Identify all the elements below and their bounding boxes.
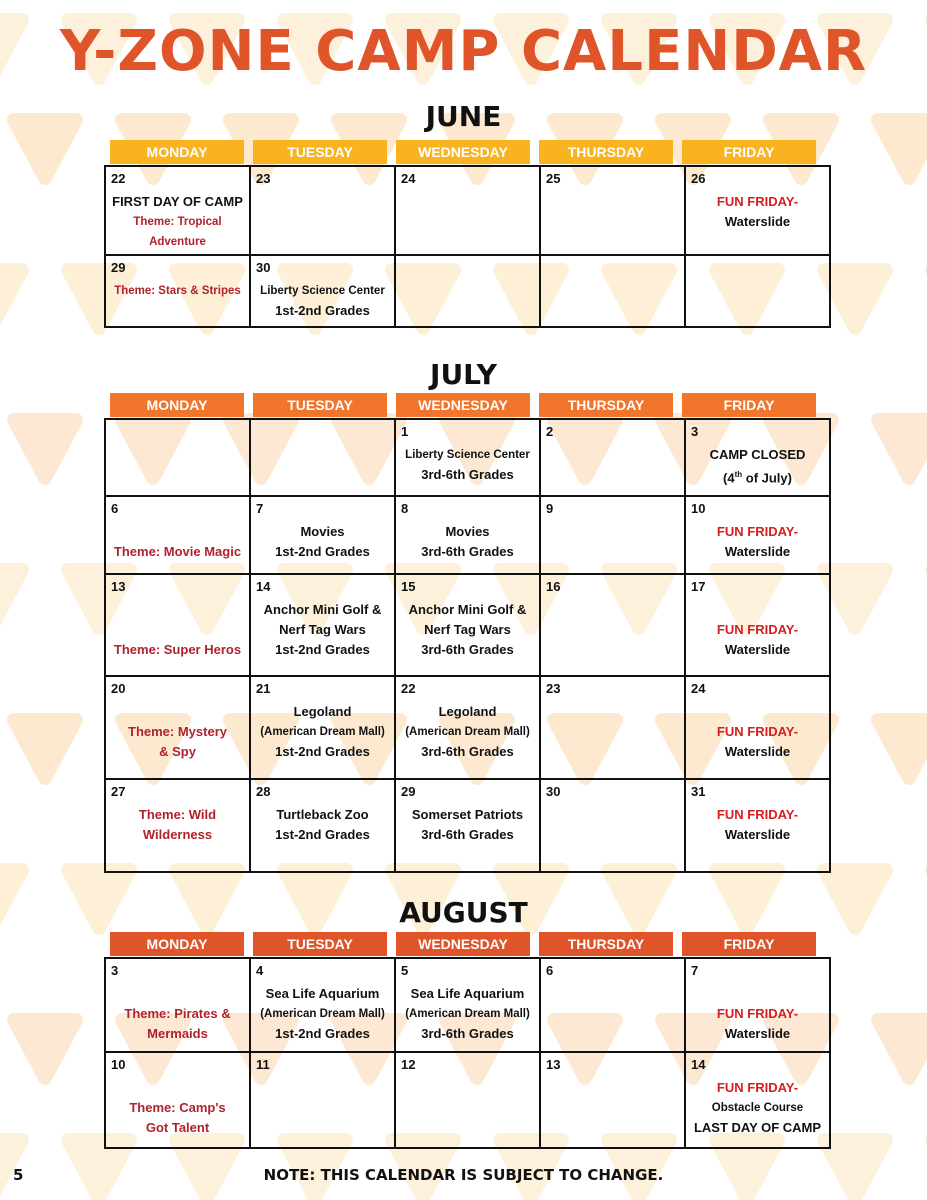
- day-number: 28: [256, 784, 271, 799]
- weekday-header-tuesday: TUESDAY: [253, 393, 387, 417]
- day-events: [688, 1078, 827, 1138]
- day-cell: [685, 676, 830, 779]
- day-cell: [105, 419, 250, 496]
- event-text: Sea Life Aquarium: [410, 986, 525, 1001]
- day-number: 27: [111, 784, 126, 799]
- day-cell: [685, 419, 830, 496]
- day-events: [398, 445, 537, 485]
- day-events: [253, 600, 392, 660]
- day-cell: [395, 255, 540, 327]
- day-number: 21: [256, 681, 271, 696]
- day-cell: [395, 166, 540, 255]
- month-title-july: JULY: [430, 358, 497, 391]
- day-number: 7: [691, 963, 699, 978]
- day-events: [253, 522, 392, 562]
- weekday-header-thursday: THURSDAY: [539, 932, 673, 956]
- day-events: [253, 702, 392, 762]
- day-number: 23: [256, 171, 271, 186]
- event-text: Liberty Science Center: [405, 449, 530, 461]
- day-cell: [105, 255, 250, 327]
- day-cell: [540, 1052, 685, 1148]
- event-text: [108, 1078, 247, 1098]
- day-number: 2: [546, 424, 554, 439]
- day-number: 13: [111, 579, 126, 594]
- event-text: Nerf Tag Wars: [279, 622, 366, 637]
- day-number: 16: [546, 579, 561, 594]
- day-cell: [105, 574, 250, 676]
- day-cell: [395, 419, 540, 496]
- theme-text: Theme: Tropical: [133, 216, 222, 228]
- day-number: 11: [256, 1057, 270, 1072]
- day-cell: [685, 779, 830, 872]
- page-number: 5: [13, 1166, 24, 1184]
- day-events: [398, 522, 537, 562]
- weekday-header-monday: MONDAY: [110, 393, 244, 417]
- day-number: 3: [691, 424, 699, 439]
- day-number: 10: [691, 501, 706, 516]
- event-text: LAST DAY OF CAMP: [693, 1120, 822, 1135]
- day-events: [398, 805, 537, 845]
- day-cell: [395, 1052, 540, 1148]
- day-number: 13: [546, 1057, 561, 1072]
- day-cell: [105, 779, 250, 872]
- day-number: 3: [111, 963, 119, 978]
- day-cell: [540, 574, 685, 676]
- calendar-week-row: [105, 574, 830, 676]
- event-text: (4th of July): [723, 470, 792, 486]
- day-cell: [105, 676, 250, 779]
- day-events: [108, 281, 247, 301]
- weekday-header-friday: FRIDAY: [682, 393, 816, 417]
- day-number: 14: [256, 579, 271, 594]
- fun-friday-text: FUN FRIDAY-: [716, 524, 799, 539]
- fun-friday-text: FUN FRIDAY-: [716, 1006, 799, 1021]
- day-cell: [685, 1052, 830, 1148]
- day-events: [108, 522, 247, 562]
- day-number: 29: [401, 784, 416, 799]
- event-text: 3rd-6th Grades: [421, 1026, 514, 1041]
- day-number: 31: [691, 784, 706, 799]
- calendar-week-row: [105, 166, 830, 255]
- fun-friday-text: FUN FRIDAY-: [716, 724, 799, 739]
- weekday-header-tuesday: TUESDAY: [253, 932, 387, 956]
- day-cell: [250, 419, 395, 496]
- event-text: Anchor Mini Golf &: [408, 602, 527, 617]
- day-cell: [105, 166, 250, 255]
- event-text: 1st-2nd Grades: [275, 827, 370, 842]
- day-events: [108, 702, 247, 762]
- event-text: CAMP CLOSED: [709, 447, 806, 462]
- weekday-header-friday: FRIDAY: [682, 932, 816, 956]
- day-number: 17: [691, 579, 706, 594]
- theme-text: Theme: Stars & Stripes: [114, 285, 241, 297]
- weekday-header-friday: FRIDAY: [682, 140, 816, 164]
- event-text: [688, 600, 827, 620]
- event-text: Waterslide: [724, 544, 791, 559]
- day-number: 1: [401, 424, 409, 439]
- day-number: 30: [546, 784, 561, 799]
- weekday-header-wednesday: WEDNESDAY: [396, 932, 530, 956]
- disclaimer-note: NOTE: THIS CALENDAR IS SUBJECT TO CHANGE.: [263, 1166, 664, 1184]
- event-text: Movies: [445, 524, 490, 539]
- day-cell: [250, 958, 395, 1052]
- event-text: 3rd-6th Grades: [421, 544, 514, 559]
- day-cell: [540, 419, 685, 496]
- theme-text: Theme: Camp's: [129, 1100, 226, 1115]
- theme-text: Theme: Super Heros: [113, 642, 242, 657]
- day-number: 22: [111, 171, 126, 186]
- day-events: [688, 805, 827, 845]
- day-number: 26: [691, 171, 706, 186]
- weekday-header-wednesday: WEDNESDAY: [396, 140, 530, 164]
- event-text: Sea Life Aquarium: [265, 986, 380, 1001]
- day-cell: [685, 574, 830, 676]
- calendar-week-row: [105, 255, 830, 327]
- day-cell: [105, 496, 250, 574]
- event-text: (American Dream Mall): [405, 1008, 530, 1020]
- event-text: [688, 702, 827, 722]
- day-events: [108, 600, 247, 660]
- event-text: Legoland: [293, 704, 352, 719]
- weekday-header-thursday: THURSDAY: [539, 393, 673, 417]
- calendar-week-row: [105, 676, 830, 779]
- day-events: [253, 281, 392, 321]
- day-events: [253, 805, 392, 845]
- event-text: [108, 984, 247, 1004]
- event-text: [108, 600, 247, 620]
- weekday-header-tuesday: TUESDAY: [253, 140, 387, 164]
- day-events: [398, 702, 537, 762]
- day-number: 12: [401, 1057, 416, 1072]
- day-events: [688, 600, 827, 660]
- event-text: Somerset Patriots: [411, 807, 524, 822]
- day-cell: [395, 958, 540, 1052]
- event-text: (American Dream Mall): [260, 726, 385, 738]
- day-number: 14: [691, 1057, 706, 1072]
- day-cell: [685, 255, 830, 327]
- calendar-week-row: [105, 1052, 830, 1148]
- event-text: Liberty Science Center: [260, 285, 385, 297]
- event-text: Anchor Mini Golf &: [263, 602, 382, 617]
- event-text: 3rd-6th Grades: [421, 467, 514, 482]
- month-title-june: JUNE: [425, 100, 502, 133]
- day-number: 4: [256, 963, 264, 978]
- day-number: 8: [401, 501, 409, 516]
- event-text: 1st-2nd Grades: [275, 544, 370, 559]
- day-events: [688, 522, 827, 562]
- fun-friday-text: FUN FRIDAY-: [716, 1080, 799, 1095]
- day-events: [688, 192, 827, 232]
- day-events: [253, 984, 392, 1044]
- event-text: 3rd-6th Grades: [421, 642, 514, 657]
- theme-text: Theme: Pirates &: [124, 1006, 231, 1021]
- theme-text: Got Talent: [145, 1120, 210, 1135]
- event-text: [108, 620, 247, 640]
- calendar-june: [104, 165, 831, 328]
- event-text: Obstacle Course: [711, 1102, 804, 1114]
- theme-text: Theme: Wild: [138, 807, 217, 822]
- day-events: [688, 984, 827, 1044]
- day-cell: [395, 496, 540, 574]
- day-number: 24: [691, 681, 706, 696]
- calendar-july: [104, 418, 831, 873]
- theme-text: Theme: Movie Magic: [113, 544, 242, 559]
- event-text: Waterslide: [724, 214, 791, 229]
- calendar-week-row: [105, 779, 830, 872]
- day-cell: [250, 779, 395, 872]
- event-text: 1st-2nd Grades: [275, 303, 370, 318]
- day-number: 6: [111, 501, 119, 516]
- fun-friday-text: FUN FRIDAY-: [716, 194, 799, 209]
- event-text: 3rd-6th Grades: [421, 827, 514, 842]
- month-title-august: AUGUST: [399, 896, 528, 929]
- day-number: 9: [546, 501, 554, 516]
- day-number: 24: [401, 171, 416, 186]
- day-cell: [250, 255, 395, 327]
- day-events: [398, 984, 537, 1044]
- weekday-header-thursday: THURSDAY: [539, 140, 673, 164]
- day-events: [108, 192, 247, 252]
- day-cell: [250, 1052, 395, 1148]
- day-number: 5: [401, 963, 409, 978]
- event-text: Waterslide: [724, 1026, 791, 1041]
- day-number: 7: [256, 501, 264, 516]
- event-text: Waterslide: [724, 642, 791, 657]
- calendar-week-row: [105, 496, 830, 574]
- day-number: 30: [256, 260, 271, 275]
- fun-friday-text: FUN FRIDAY-: [716, 622, 799, 637]
- day-events: [688, 445, 827, 488]
- day-events: [108, 805, 247, 845]
- weekday-header-monday: MONDAY: [110, 140, 244, 164]
- event-text: (American Dream Mall): [260, 1008, 385, 1020]
- page-title: Y-ZONE CAMP CALENDAR: [59, 19, 868, 84]
- day-number: 25: [546, 171, 561, 186]
- day-number: 29: [111, 260, 126, 275]
- day-number: 10: [111, 1057, 126, 1072]
- theme-text: Theme: Mystery: [128, 724, 227, 739]
- calendar-week-row: [105, 958, 830, 1052]
- day-cell: [685, 958, 830, 1052]
- day-cell: [105, 1052, 250, 1148]
- event-text: [688, 984, 827, 1004]
- theme-text: Adventure: [149, 236, 206, 248]
- day-cell: [395, 779, 540, 872]
- day-number: 22: [401, 681, 416, 696]
- day-events: [108, 984, 247, 1044]
- theme-text: & Spy: [159, 744, 196, 759]
- day-cell: [540, 958, 685, 1052]
- event-text: Waterslide: [724, 827, 791, 842]
- day-events: [398, 600, 537, 660]
- day-cell: [685, 166, 830, 255]
- day-number: 23: [546, 681, 561, 696]
- theme-text: Mermaids: [147, 1026, 208, 1041]
- day-cell: [105, 958, 250, 1052]
- day-events: [108, 1078, 247, 1138]
- calendar-august: [104, 957, 831, 1149]
- day-cell: [250, 166, 395, 255]
- day-cell: [250, 496, 395, 574]
- weekday-header-monday: MONDAY: [110, 932, 244, 956]
- calendar-week-row: [105, 419, 830, 496]
- event-text: Turtleback Zoo: [276, 807, 369, 822]
- day-cell: [250, 676, 395, 779]
- event-text: FIRST DAY OF CAMP: [112, 194, 243, 209]
- day-cell: [395, 676, 540, 779]
- event-text: 1st-2nd Grades: [275, 1026, 370, 1041]
- weekday-header-wednesday: WEDNESDAY: [396, 393, 530, 417]
- day-cell: [540, 676, 685, 779]
- day-cell: [250, 574, 395, 676]
- event-text: 3rd-6th Grades: [421, 744, 514, 759]
- event-text: (American Dream Mall): [405, 726, 530, 738]
- day-cell: [395, 574, 540, 676]
- day-cell: [540, 496, 685, 574]
- day-cell: [540, 166, 685, 255]
- theme-text: Wilderness: [142, 827, 213, 842]
- day-number: 20: [111, 681, 126, 696]
- event-text: 1st-2nd Grades: [275, 744, 370, 759]
- day-cell: [540, 779, 685, 872]
- event-text: Legoland: [438, 704, 497, 719]
- event-text: [108, 702, 247, 722]
- day-number: 15: [401, 579, 416, 594]
- day-number: 6: [546, 963, 554, 978]
- event-text: [108, 522, 247, 542]
- event-text: Nerf Tag Wars: [424, 622, 511, 637]
- day-events: [688, 702, 827, 762]
- fun-friday-text: FUN FRIDAY-: [716, 807, 799, 822]
- event-text: 1st-2nd Grades: [275, 642, 370, 657]
- event-text: Movies: [300, 524, 345, 539]
- event-text: Waterslide: [724, 744, 791, 759]
- day-cell: [685, 496, 830, 574]
- day-cell: [540, 255, 685, 327]
